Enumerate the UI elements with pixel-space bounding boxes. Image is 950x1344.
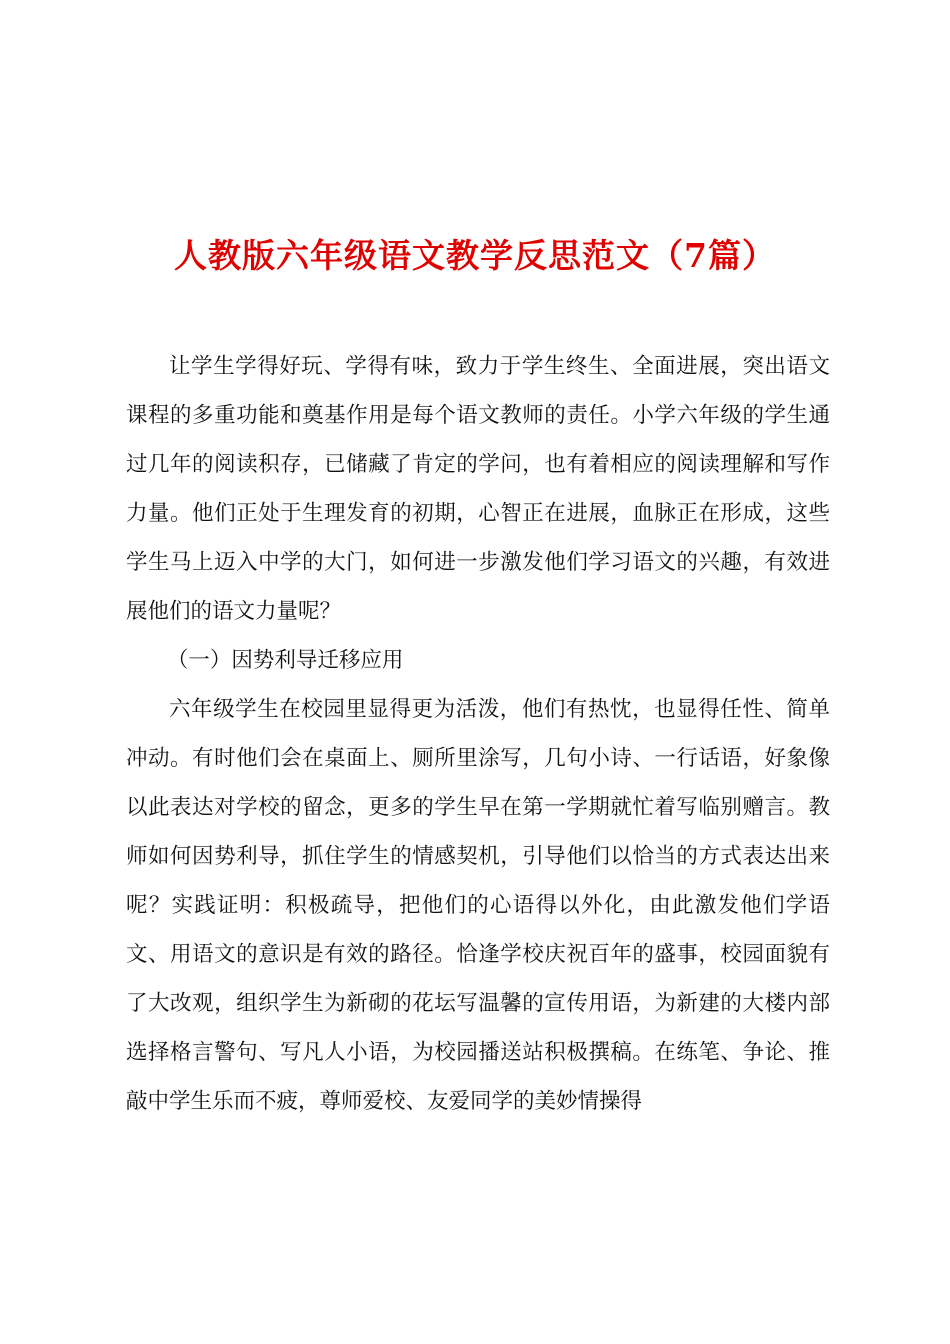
section-heading: （一）因势利导迁移应用 [166,648,404,673]
paragraph-section-1: 六年级学生在校园里显得更为活泼，他们有热忱，也显得任性、简单冲动。有时他们会在桌面上、厕所里涂写，几句小诗、一行话语，好象像以此表达对学校的留念，更多的学生早在第一学期就忙着写临别赠言。教师如何因势利导，抓住学生的情感契机，引导他们以恰当的方式表达出来呢？实践证明：积极疏导，把他们的心语得以外化，由此激发他们学语文、用语文的意识是有效的路径。恰逢学校庆祝百年的盛事，校园面貌有了大改观，组织学生为新砌的花坛写温馨的宣传用语，为新建的大楼内部选择格言警句、写凡人小语，为校园播送站积极撰稿。在练笔、争论、推敲中学生乐而不疲，尊师爱校、友爱同学的美妙情操得 [126,697,830,1114]
paragraph-intro: 让学生学得好玩、学得有味，致力于学生终生、全面进展，突出语文课程的多重功能和奠基作用是每个语文教师的责任。小学六年级的学生通过几年的阅读积存，已储藏了肯定的学问，也有着相应的阅读理解和写作力量。他们正处于生理发育的初期，心智正在进展，血脉正在形成，这些学生马上迈入中学的大门，如何进一步激发他们学习语文的兴趣，有效进展他们的语文力量呢？ [126,354,830,624]
document-body [126,342,830,1126]
document-title: 人教版六年级语文教学反思范文（7篇） [174,236,776,276]
